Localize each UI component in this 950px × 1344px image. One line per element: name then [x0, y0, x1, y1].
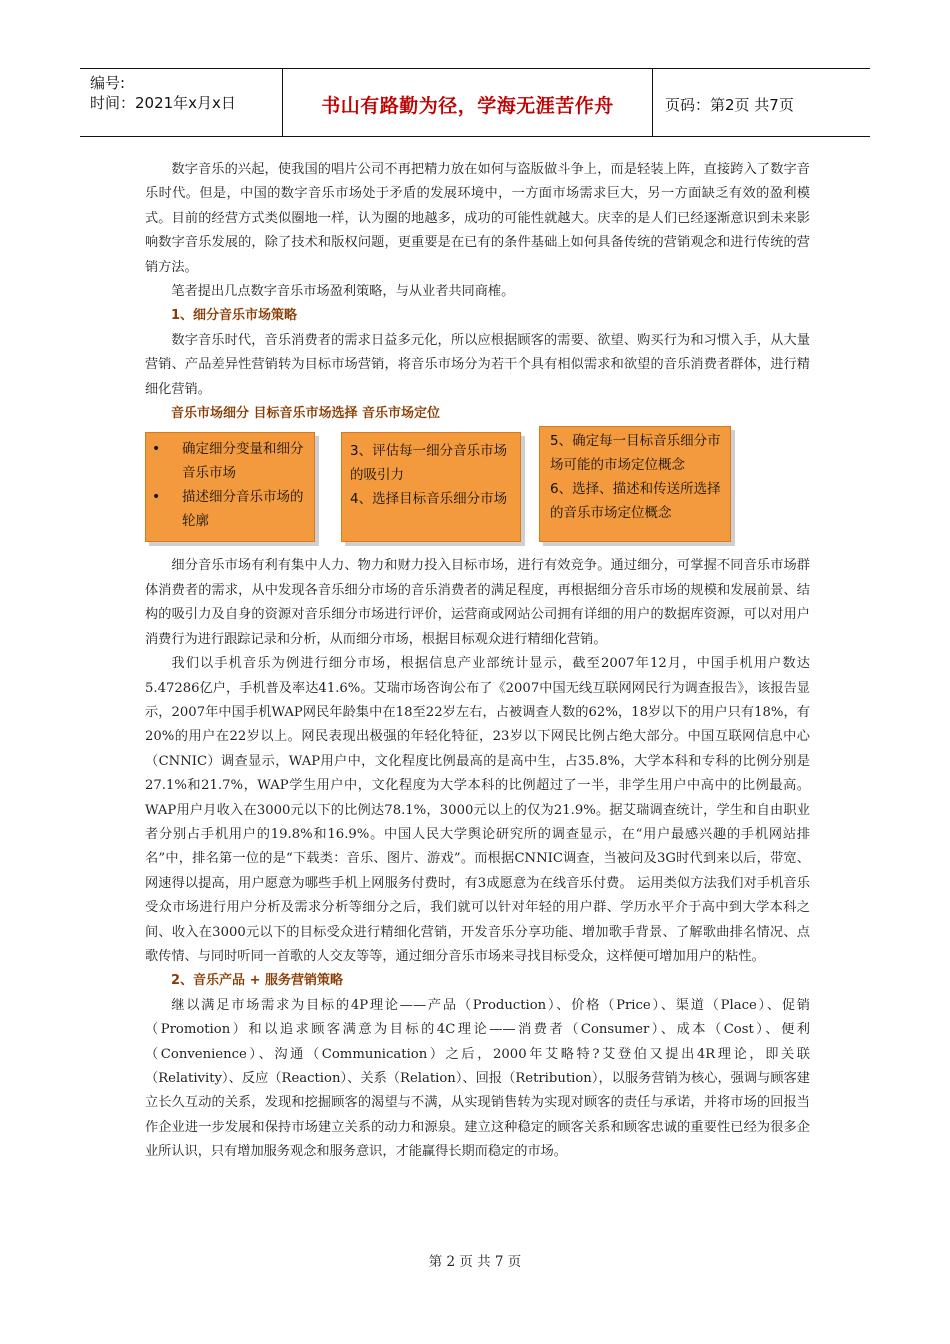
page-footer: 第 2 页 共 7 页: [428, 1254, 522, 1270]
flow-item-text: 描述细分音乐市场的轮廓: [182, 489, 304, 530]
flow-item-text: 6、选择、描述和传送所选择的音乐市场定位概念: [550, 481, 721, 522]
paragraph: 细分音乐市场有利有集中人力、物力和财力投入目标市场，进行有效竞争。通过细分，可掌握不同音乐市场群体消费者的需求，从中发现各音乐细分市场的音乐消费者的满足程度，再根据细分音乐市场的规模和发展前景、结构的吸引力及自身的资源对音乐细分市场进行评价，运营商或网站公司拥有详细的用户的数据库资源，可以对用户消费行为进行跟踪记录和分析，从而细分市场，根据目标观众进行精细化营销。: [145, 558, 810, 647]
segmentation-flow-diagram: [145, 430, 810, 548]
flow-box-segmentation: [145, 432, 315, 542]
time-label: 时间：2021年x月x日: [90, 94, 236, 112]
flow-item-text: 4、选择目标音乐细分市场: [350, 491, 508, 508]
bullet-icon: •: [152, 441, 161, 458]
header-page-label: 页码：第2页 共7页: [665, 96, 794, 114]
flow-box-positioning: [539, 426, 731, 542]
bullet-icon: •: [152, 489, 161, 506]
section-heading: 1、细分音乐市场策略: [171, 308, 298, 324]
header-meta: [80, 69, 283, 136]
flow-item-text: 确定细分变量和细分音乐市场: [182, 441, 304, 482]
paragraph: 数字音乐时代，音乐消费者的需求日益多元化，所以应根据顾客的需要、欲望、购买行为和习惯入手，从大量营销、产品差异性营销转为目标市场营销，将音乐市场分为若干个具有相似需求和欲望的音乐消费者群体，进行精细化营销。: [145, 332, 810, 397]
flow-item-text: 5、确定每一目标音乐细分市场可能的市场定位概念: [550, 433, 721, 474]
number-label: 编号:: [90, 74, 126, 92]
header-table: [80, 68, 870, 137]
header-motto: 书山有路勤为径，学海无涯苦作舟: [283, 69, 653, 136]
section-heading: 2、音乐产品 + 服务营销策略: [171, 973, 343, 989]
paragraph: 继以满足市场需求为目标的4P理论——产品（Production）、价格（Price）、渠道（Place）、促销（Promotion）和以追求顾客满意为目标的4C理论——消费者（Consumer）、成本（Cost）、便利（Convenience）、沟通（Communication）之后，2000年艾略特?艾登伯又提出4R理论，即关联（Relativity）、反应（Reaction）、关系（Relation）、回报（Retribution），以服务营销为核心，强调与顾客建立长久互动的关系，发现和挖掘顾客的渴望与不满，从实现销售转为实现对顾客的责任与承诺，并将市场的回报当作企业进一步发展和保持市场建立关系的动力和源泉。建立这种稳定的顾客关系和顾客忠诚的重要性已经为很多企业所认识，只有增加服务观念和服务意识，才能赢得长期而稳定的市场。: [145, 997, 810, 1160]
flow-item-text: 3、评估每一细分音乐市场的吸引力: [350, 443, 508, 484]
flow-item: [152, 437, 308, 485]
paragraph: 我们以手机音乐为例进行细分市场，根据信息产业部统计显示，截至2007年12月，中国手机用户数达5.47286亿户，手机普及率达41.6%。艾瑞市场咨询公布了《2007中国无线互联网网民行为调查报告》，该报告显示，2007年中国手机WAP网民年龄集中在18至22岁左右，占被调查人数的62%，18岁以下的用户只有18%，有20%的用户在22岁以上。网民表现出极强的年轻化特征，23岁以下网民比例占绝大部分。中国互联网信息中心（CNNIC）调查显示，WAP用户中，文化程度比例最高的是高中生，占35.8%，大学本科和专科的比例分别是27.1%和21.7%，WAP学生用户中，文化程度为大学本科的比例超过了一半，非学生用户中高中的比例最高。WAP用户月收入在3000元以下的比例达78.1%，3000元以上的仅为21.9%。据艾瑞调查统计，学生和自由职业者分别占手机用户的19.8%和16.9%。中国人民大学舆论研究所的调查显示，在“用户最感兴趣的手机网站排名”中，排名第一位的是“下载类：音乐、图片、游戏”。而根据CNNIC调查，当被问及3G时代到来以后，带宽、网速得以提高，用户愿意为哪些手机上网服务付费时，有3成愿意为在线音乐付费。 运用类似方法我们对手机音乐受众市场进行用户分析及需求分析等细分之后，我们就可以针对年轻的用户群、学历水平介于高中到大学本科之间、收入在3000元以下的目标受众进行精细化营销，开发音乐分享功能、增加歌手背景、了解歌曲排名情况、点歌传情、与同时听同一首歌的人交友等等，通过细分音乐市场来寻找目标受众，这样便可增加用户的粘性。: [145, 656, 810, 964]
flow-item: [152, 485, 308, 533]
flow-title: 音乐市场细分 目标音乐市场选择 音乐市场定位: [171, 406, 441, 422]
paragraph: 数字音乐的兴起，使我国的唱片公司不再把精力放在如何与盗版做斗争上，而是轻装上阵，直接跨入了数字音乐时代。但是，中国的数字音乐市场处于矛盾的发展环境中，一方面市场需求巨大，另一方面缺乏有效的盈利模式。目前的经营方式类似圈地一样，认为圈的地越多，成功的可能性就越大。庆幸的是人们已经逐渐意识到未来影响数字音乐发展的，除了技术和版权问题，更重要是在已有的条件基础上如何具备传统的营销观念和进行传统的营销方法。: [145, 162, 810, 275]
document-body: [145, 158, 810, 1165]
flow-box-targeting: [341, 432, 521, 542]
paragraph: 笔者提出几点数字音乐市场盈利策略，与从业者共同商榷。: [171, 284, 515, 300]
